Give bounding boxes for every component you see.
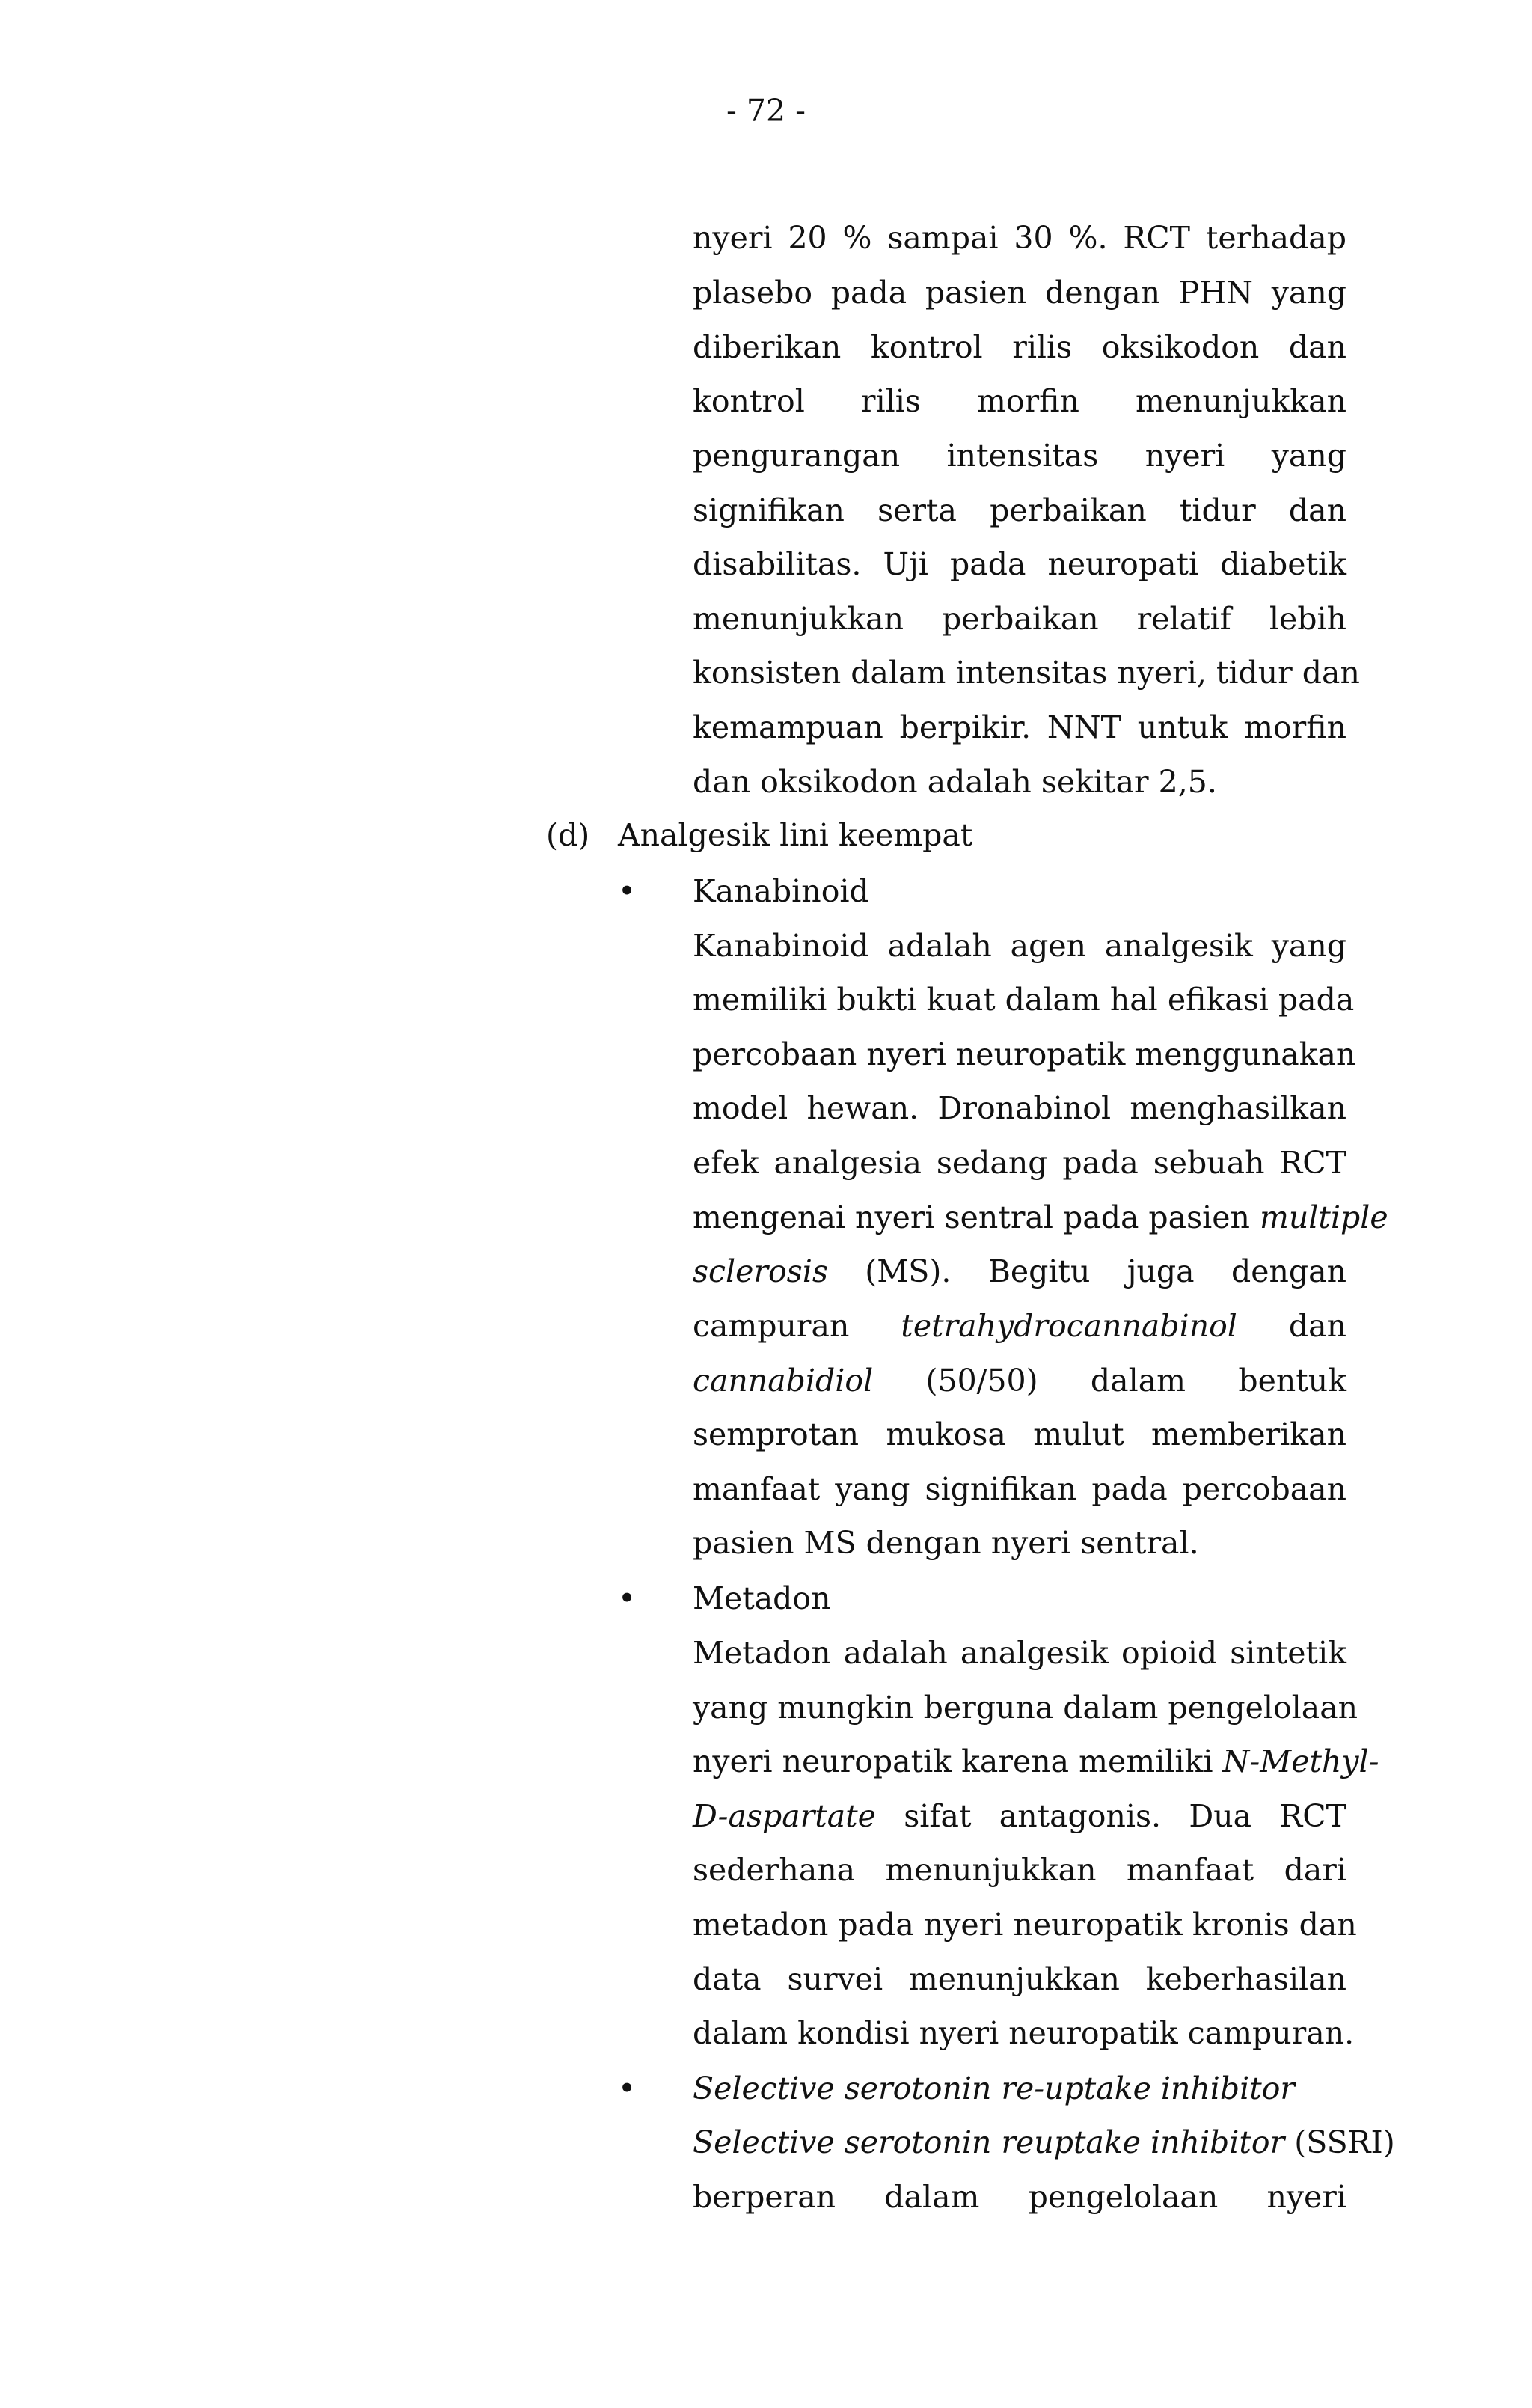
kanabinoid-line: memiliki bukti kuat dalam hal efikasi pada: [693, 982, 1355, 1018]
italic-term: D-aspartate: [693, 1798, 876, 1834]
kanabinoid-line: pasien MS dengan nyeri sentral.: [693, 1525, 1199, 1561]
ssri-title: Selective serotonin re-uptake inhibitor: [693, 2071, 1296, 2106]
ssri-line: Selective serotonin reuptake inhibitor (SSRI): [693, 2124, 1395, 2160]
kanabinoid-title: Kanabinoid: [693, 873, 869, 909]
metadon-line: nyeri neuropatik karena memiliki N-Methyl-: [693, 1744, 1379, 1779]
italic-term: multiple: [1259, 1200, 1388, 1235]
section-heading: Analgesik lini keempat: [618, 817, 973, 853]
kanabinoid-line: Kanabinoid adalah agen analgesik yang: [693, 928, 1346, 964]
intro-line: plasebo pada pasien dengan PHN yang: [693, 275, 1346, 311]
italic-term: sclerosis: [693, 1253, 828, 1289]
section-marker: (d): [546, 817, 590, 853]
metadon-line: Metadon adalah analgesik opioid sintetik: [693, 1635, 1346, 1671]
intro-line: kemampuan berpikir. NNT untuk morfin: [693, 709, 1346, 745]
page-number: - 72 -: [726, 93, 806, 129]
metadon-line: data survei menunjukkan keberhasilan: [693, 1961, 1346, 1997]
kanabinoid-line: semprotan mukosa mulut memberikan: [693, 1417, 1346, 1452]
metadon-title: Metadon: [693, 1580, 831, 1616]
italic-term: N-Methyl-: [1222, 1744, 1379, 1779]
kanabinoid-line: sclerosis (MS). Begitu juga dengan: [693, 1253, 1346, 1289]
intro-line: disabilitas. Uji pada neuropati diabetik: [693, 546, 1346, 582]
kanabinoid-line: model hewan. Dronabinol menghasilkan: [693, 1090, 1346, 1126]
metadon-line: D-aspartate sifat antagonis. Dua RCT: [693, 1798, 1346, 1834]
italic-term: tetrahydrocannabinol: [901, 1308, 1237, 1344]
metadon-line: dalam kondisi nyeri neuropatik campuran.: [693, 2015, 1355, 2051]
bullet-icon: •: [618, 2071, 637, 2106]
intro-line: konsisten dalam intensitas nyeri, tidur dan: [693, 655, 1360, 691]
kanabinoid-line: efek analgesia sedang pada sebuah RCT: [693, 1145, 1346, 1181]
intro-line: pengurangan intensitas nyeri yang: [693, 438, 1346, 474]
ssri-line: berperan dalam pengelolaan nyeri: [693, 2179, 1346, 2215]
kanabinoid-line: manfaat yang signifikan pada percobaan: [693, 1471, 1346, 1507]
bullet-icon: •: [618, 1580, 637, 1616]
bullet-icon: •: [618, 873, 637, 909]
italic-term: cannabidiol: [693, 1363, 874, 1399]
intro-line: kontrol rilis morfin menunjukkan: [693, 383, 1346, 419]
kanabinoid-line: campuran tetrahydrocannabinol dan: [693, 1308, 1346, 1344]
kanabinoid-line: percobaan nyeri neuropatik menggunakan: [693, 1036, 1356, 1072]
kanabinoid-line: mengenai nyeri sentral pada pasien multiple: [693, 1200, 1388, 1235]
metadon-line: sederhana menunjukkan manfaat dari: [693, 1852, 1346, 1888]
italic-term: Selective serotonin reuptake inhibitor: [693, 2124, 1285, 2160]
intro-line: menunjukkan perbaikan relatif lebih: [693, 601, 1346, 637]
intro-line: diberikan kontrol rilis oksikodon dan: [693, 329, 1346, 365]
intro-line: nyeri 20 % sampai 30 %. RCT terhadap: [693, 220, 1346, 256]
metadon-line: metadon pada nyeri neuropatik kronis dan: [693, 1907, 1357, 1943]
intro-line: signifikan serta perbaikan tidur dan: [693, 492, 1346, 528]
intro-line: dan oksikodon adalah sekitar 2,5.: [693, 764, 1217, 800]
metadon-line: yang mungkin berguna dalam pengelolaan: [693, 1690, 1358, 1726]
kanabinoid-line: cannabidiol (50/50) dalam bentuk: [693, 1363, 1346, 1399]
